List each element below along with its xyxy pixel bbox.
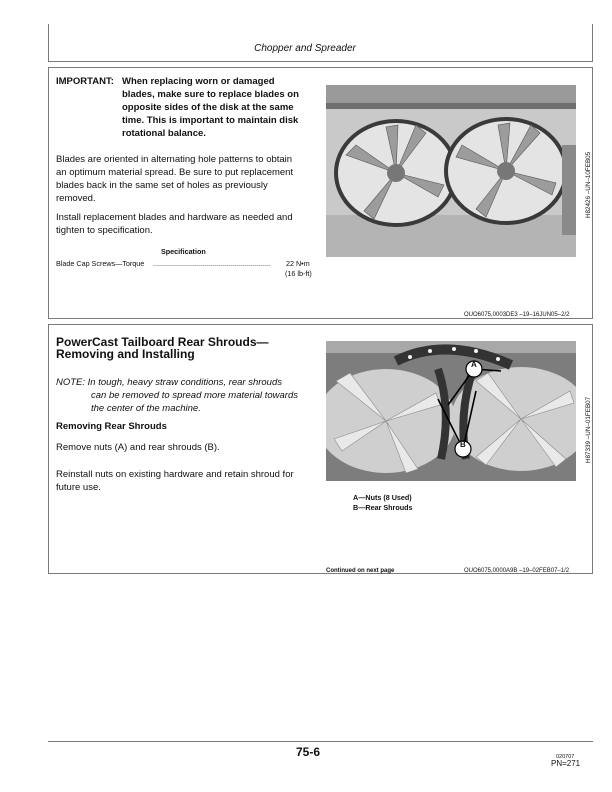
note-line-1: NOTE: In tough, heavy straw conditions, rear shrouds: [56, 377, 282, 388]
section-heading-line-2: Removing and Installing: [56, 347, 195, 361]
spec-item: Blade Cap Screws—Torque: [56, 259, 145, 268]
image-code-2: H87339 –UN–01FEB07: [585, 396, 592, 463]
image-code-1: H82426 –UN–10FEB05: [585, 151, 592, 218]
important-line-2: blades, make sure to replace blades on: [122, 89, 299, 100]
step-remove: Remove nuts (A) and rear shrouds (B).: [56, 442, 220, 453]
spreader-disks-illustration: [326, 85, 576, 257]
page-number: 75-6: [296, 745, 321, 759]
para2-line-1: Install replacement blades and hardware as needed and: [56, 212, 293, 223]
para1-line-3: blades back in the same set of holes as previously: [56, 180, 268, 191]
important-line-1: When replacing worn or damaged: [122, 76, 275, 87]
header-underline: [48, 61, 593, 62]
callout-b: B: [460, 440, 466, 449]
subheading-removing: Removing Rear Shrouds: [56, 421, 167, 432]
top-right-rule: [592, 24, 593, 62]
spreader-disks-photo: [326, 85, 576, 257]
footer-code-2: OUO6075,0000A9B –19–02FEB07–1/2: [464, 568, 570, 574]
step-reinstall-line-2: future use.: [56, 482, 101, 493]
important-line-4: time. This is important to maintain disk: [122, 115, 299, 126]
legend-nuts: A—Nuts (8 Used): [353, 493, 412, 502]
top-left-rule: [48, 24, 49, 62]
continued-note: Continued on next page: [326, 568, 395, 574]
important-label: IMPORTANT:: [56, 76, 114, 87]
date-code: 020707: [556, 754, 575, 760]
rear-shrouds-block: [48, 324, 593, 574]
important-line-5: rotational balance.: [122, 128, 206, 139]
rear-shrouds-photo: [326, 341, 576, 481]
legend-shrouds: B—Rear Shrouds: [353, 503, 413, 512]
footer-rule: [48, 741, 593, 742]
section-heading-line-1: PowerCast Tailboard Rear Shrouds—: [56, 335, 269, 349]
spec-heading: Specification: [161, 247, 206, 256]
blade-replacement-block: [48, 67, 593, 319]
callout-a: A: [471, 360, 477, 369]
para2-line-2: tighten to specification.: [56, 225, 153, 236]
note-line-2: can be removed to spread more material towards: [91, 390, 298, 401]
footer-code-1: OUO6075,0003DE3 –19–16JUN05–2/2: [464, 312, 570, 318]
section-title: Chopper and Spreader: [254, 43, 356, 54]
spec-value-alt: (16 lb-ft): [285, 269, 312, 278]
para1-line-2: an optimum material spread. Be sure to put replacement: [56, 167, 294, 178]
spec-dots: ...........................................................: [153, 259, 271, 268]
para1-line-1: Blades are oriented in alternating hole patterns to obtain: [56, 154, 293, 165]
step-reinstall-line-1: Reinstall nuts on existing hardware and retain shroud for: [56, 469, 294, 480]
important-line-3: opposite sides of the disk at the same: [122, 102, 294, 113]
spec-value: 22 N•m: [286, 259, 310, 268]
note-line-3: the center of the machine.: [91, 403, 201, 414]
rear-shrouds-illustration: [326, 341, 576, 481]
pn-number: PN=271: [551, 759, 581, 768]
para1-line-4: removed.: [56, 193, 96, 204]
